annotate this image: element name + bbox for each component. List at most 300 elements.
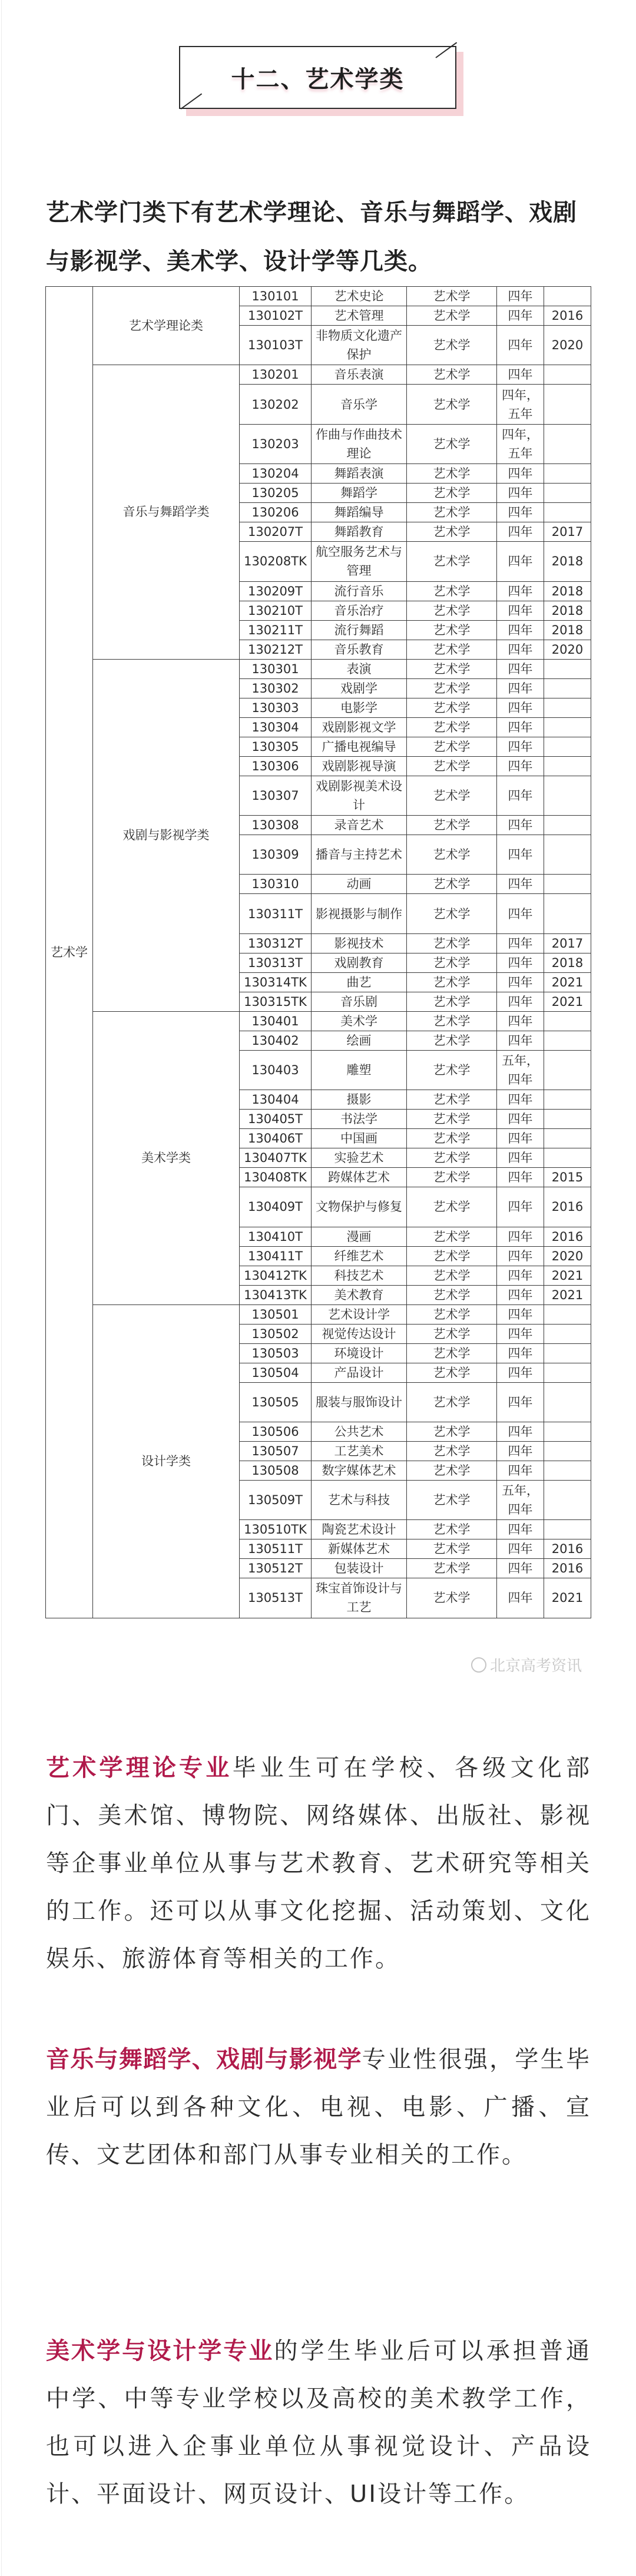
year-added-cell (544, 1363, 591, 1382)
duration-cell: 四年 (497, 1520, 544, 1539)
year-added-cell: 2020 (544, 640, 591, 659)
major-code-cell: 130301 (240, 659, 312, 678)
major-name-cell: 影视技术 (312, 933, 407, 953)
major-name-cell: 实验艺术 (312, 1148, 407, 1168)
year-added-cell (544, 894, 591, 933)
major-code-cell: 130408TK (240, 1168, 312, 1187)
major-name-cell: 绘画 (312, 1031, 407, 1050)
major-name-cell: 产品设计 (312, 1363, 407, 1382)
duration-cell: 四年 (497, 1363, 544, 1382)
major-code-cell: 130102T (240, 306, 312, 326)
major-code-cell: 130509T (240, 1480, 312, 1519)
major-code-cell: 130404 (240, 1090, 312, 1110)
major-name-cell: 流行音乐 (312, 581, 407, 601)
year-added-cell (544, 1520, 591, 1539)
year-added-cell (544, 484, 591, 503)
major-name-cell: 戏剧影视美术设计 (312, 776, 407, 815)
wechat-icon (471, 1657, 486, 1673)
major-name-cell: 新媒体艺术 (312, 1539, 407, 1559)
year-added-cell (544, 698, 591, 717)
degree-cell: 艺术学 (407, 1266, 497, 1285)
year-added-cell (544, 737, 591, 756)
duration-cell: 四年 (497, 1011, 544, 1031)
duration-cell: 四年 (497, 326, 544, 365)
major-code-cell: 130201 (240, 365, 312, 385)
year-added-cell: 2021 (544, 972, 591, 992)
degree-cell: 艺术学 (407, 1363, 497, 1382)
table-row (46, 659, 591, 678)
table-row (46, 287, 591, 306)
major-code-cell: 130413TK (240, 1285, 312, 1304)
duration-cell: 四年 (497, 1559, 544, 1578)
major-name-cell: 环境设计 (312, 1343, 407, 1363)
major-code-cell: 130212T (240, 640, 312, 659)
degree-cell: 艺术学 (407, 464, 497, 484)
major-name-cell: 播音与主持艺术 (312, 835, 407, 874)
year-added-cell (544, 1480, 591, 1519)
major-name-cell: 音乐治疗 (312, 601, 407, 620)
category-cell: 美术学类 (93, 1011, 240, 1304)
majors-table (45, 286, 591, 1618)
year-added-cell: 2021 (544, 1285, 591, 1304)
year-added-cell (544, 1031, 591, 1050)
year-added-cell: 2017 (544, 933, 591, 953)
paragraph-art-theory (46, 1744, 591, 1983)
year-added-cell: 2016 (544, 1559, 591, 1578)
major-code-cell: 130501 (240, 1304, 312, 1324)
duration-cell: 四年 (497, 1382, 544, 1422)
major-name-cell: 摄影 (312, 1090, 407, 1110)
degree-cell: 艺术学 (407, 815, 497, 835)
degree-cell: 艺术学 (407, 1422, 497, 1441)
degree-cell: 艺术学 (407, 717, 497, 737)
year-added-cell: 2018 (544, 601, 591, 620)
duration-cell: 四年 (497, 620, 544, 640)
degree-cell: 艺术学 (407, 1246, 497, 1266)
degree-cell: 艺术学 (407, 698, 497, 717)
major-code-cell: 130302 (240, 678, 312, 698)
duration-cell: 四年 (497, 953, 544, 972)
duration-cell: 四年 (497, 972, 544, 992)
year-added-cell (544, 1011, 591, 1031)
major-name-cell: 视觉传达设计 (312, 1324, 407, 1343)
category-cell: 音乐与舞蹈学类 (93, 365, 240, 659)
major-code-cell: 130407TK (240, 1148, 312, 1168)
degree-cell: 艺术学 (407, 620, 497, 640)
degree-cell: 艺术学 (407, 1539, 497, 1559)
duration-cell: 四年 (497, 756, 544, 776)
duration-cell: 四年 (497, 581, 544, 601)
degree-cell: 艺术学 (407, 1129, 497, 1148)
duration-cell: 四年 (497, 1110, 544, 1129)
duration-cell: 四年，五年 (497, 424, 544, 463)
major-code-cell: 130103T (240, 326, 312, 365)
table-row (46, 365, 591, 385)
degree-cell: 艺术学 (407, 659, 497, 678)
major-name-cell: 公共艺术 (312, 1422, 407, 1441)
duration-cell: 四年 (497, 1324, 544, 1343)
major-name-cell: 漫画 (312, 1227, 407, 1246)
year-added-cell: 2016 (544, 1227, 591, 1246)
section-title: 十二、艺术学类 (231, 66, 405, 93)
major-name-cell: 舞蹈表演 (312, 464, 407, 484)
degree-cell: 艺术学 (407, 1227, 497, 1246)
major-code-cell: 130206 (240, 503, 312, 522)
major-code-cell: 130205 (240, 484, 312, 503)
major-code-cell: 130202 (240, 385, 312, 424)
major-name-cell: 陶瓷艺术设计 (312, 1520, 407, 1539)
degree-cell: 艺术学 (407, 1480, 497, 1519)
year-added-cell (544, 659, 591, 678)
degree-cell: 艺术学 (407, 1148, 497, 1168)
major-name-cell: 艺术设计学 (312, 1304, 407, 1324)
degree-cell: 艺术学 (407, 1382, 497, 1422)
major-name-cell: 曲艺 (312, 972, 407, 992)
paragraph-highlight: 艺术学理论专业 (46, 1754, 233, 1782)
major-name-cell: 数字媒体艺术 (312, 1461, 407, 1480)
duration-cell: 四年 (497, 717, 544, 737)
year-added-cell: 2016 (544, 1539, 591, 1559)
degree-cell: 艺术学 (407, 503, 497, 522)
duration-cell: 四年 (497, 464, 544, 484)
major-code-cell: 130403 (240, 1050, 312, 1090)
degree-cell: 艺术学 (407, 1110, 497, 1129)
major-name-cell: 广播电视编导 (312, 737, 407, 756)
duration-cell: 四年 (497, 875, 544, 894)
duration-cell: 四年 (497, 678, 544, 698)
year-added-cell: 2018 (544, 581, 591, 601)
major-code-cell: 130304 (240, 717, 312, 737)
major-name-cell: 非物质文化遗产保护 (312, 326, 407, 365)
duration-cell: 四年 (497, 776, 544, 815)
year-added-cell (544, 1050, 591, 1090)
duration-cell: 四年 (497, 835, 544, 874)
duration-cell: 四年 (497, 1441, 544, 1461)
degree-cell: 艺术学 (407, 1441, 497, 1461)
major-code-cell: 130410T (240, 1227, 312, 1246)
major-name-cell: 美术学 (312, 1011, 407, 1031)
degree-cell: 艺术学 (407, 1090, 497, 1110)
duration-cell: 四年 (497, 1343, 544, 1363)
major-code-cell: 130510TK (240, 1520, 312, 1539)
major-code-cell: 130305 (240, 737, 312, 756)
duration-cell: 四年 (497, 601, 544, 620)
major-name-cell: 艺术与科技 (312, 1480, 407, 1519)
duration-cell: 四年 (497, 542, 544, 581)
degree-cell: 艺术学 (407, 776, 497, 815)
major-name-cell: 书法学 (312, 1110, 407, 1129)
year-added-cell (544, 1382, 591, 1422)
duration-cell: 四年 (497, 1539, 544, 1559)
duration-cell: 四年 (497, 1148, 544, 1168)
major-name-cell: 音乐学 (312, 385, 407, 424)
duration-cell: 四年 (497, 1129, 544, 1148)
duration-cell: 四年 (497, 737, 544, 756)
major-name-cell: 艺术史论 (312, 287, 407, 306)
major-name-cell: 音乐教育 (312, 640, 407, 659)
degree-cell: 艺术学 (407, 894, 497, 933)
degree-cell: 艺术学 (407, 972, 497, 992)
duration-cell: 四年 (497, 992, 544, 1011)
major-name-cell: 录音艺术 (312, 815, 407, 835)
major-name-cell: 雕塑 (312, 1050, 407, 1090)
degree-cell: 艺术学 (407, 1520, 497, 1539)
year-added-cell (544, 287, 591, 306)
major-name-cell: 航空服务艺术与管理 (312, 542, 407, 581)
watermark (471, 1654, 582, 1676)
major-name-cell: 表演 (312, 659, 407, 678)
year-added-cell (544, 365, 591, 385)
degree-cell: 艺术学 (407, 1168, 497, 1187)
major-name-cell: 音乐表演 (312, 365, 407, 385)
table-row (46, 1011, 591, 1031)
major-code-cell: 130309 (240, 835, 312, 874)
majors-table-wrapper (45, 286, 591, 1618)
duration-cell: 四年 (497, 484, 544, 503)
degree-cell: 艺术学 (407, 1578, 497, 1618)
major-name-cell: 舞蹈学 (312, 484, 407, 503)
duration-cell: 四年 (497, 306, 544, 326)
year-added-cell (544, 717, 591, 737)
major-code-cell: 130204 (240, 464, 312, 484)
major-code-cell: 130402 (240, 1031, 312, 1050)
duration-cell: 四年 (497, 1461, 544, 1480)
paragraph-highlight: 音乐与舞蹈学、戏剧与影视学 (46, 2046, 362, 2073)
degree-cell: 艺术学 (407, 522, 497, 542)
degree-cell: 艺术学 (407, 306, 497, 326)
year-added-cell (544, 464, 591, 484)
year-added-cell (544, 385, 591, 424)
major-name-cell: 动画 (312, 875, 407, 894)
duration-cell: 四年，五年 (497, 385, 544, 424)
major-name-cell: 舞蹈编导 (312, 503, 407, 522)
duration-cell: 四年 (497, 1422, 544, 1441)
paragraph-music-drama (46, 2036, 591, 2179)
majors-table-body (46, 287, 591, 1618)
major-name-cell: 跨媒体艺术 (312, 1168, 407, 1187)
major-code-cell: 130207T (240, 522, 312, 542)
year-added-cell (544, 815, 591, 835)
discipline-cell: 艺术学 (46, 287, 93, 1618)
year-added-cell (544, 424, 591, 463)
paragraph-body: 毕业生可在学校、各级文化部门、美术馆、博物院、网络媒体、出版社、影视等企事业单位从事与艺术教育、艺术研究等相关的工作。还可以从事文化挖掘、活动策划、文化娱乐、旅游体育等相关的工作。 (46, 1754, 592, 1972)
intro-text: 艺术学门类下有艺术学理论、音乐与舞蹈学、戏剧与影视学、美术学、设计学等几类。 (46, 199, 577, 275)
category-cell: 设计学类 (93, 1304, 240, 1618)
degree-cell: 艺术学 (407, 992, 497, 1011)
duration-cell: 四年 (497, 1187, 544, 1227)
major-name-cell: 文物保护与修复 (312, 1187, 407, 1227)
major-name-cell: 珠宝首饰设计与工艺 (312, 1578, 407, 1618)
degree-cell: 艺术学 (407, 1285, 497, 1304)
major-code-cell: 130312T (240, 933, 312, 953)
major-code-cell: 130306 (240, 756, 312, 776)
year-added-cell: 2015 (544, 1168, 591, 1187)
major-code-cell: 130310 (240, 875, 312, 894)
major-name-cell: 影视摄影与制作 (312, 894, 407, 933)
major-name-cell: 舞蹈教育 (312, 522, 407, 542)
major-code-cell: 130315TK (240, 992, 312, 1011)
degree-cell: 艺术学 (407, 1324, 497, 1343)
duration-cell: 五年，四年 (497, 1480, 544, 1519)
degree-cell: 艺术学 (407, 1011, 497, 1031)
degree-cell: 艺术学 (407, 875, 497, 894)
duration-cell: 五年，四年 (497, 1050, 544, 1090)
degree-cell: 艺术学 (407, 385, 497, 424)
year-added-cell: 2020 (544, 1246, 591, 1266)
duration-cell: 四年 (497, 1246, 544, 1266)
major-code-cell: 130512T (240, 1559, 312, 1578)
watermark-text: 北京高考资讯 (490, 1657, 582, 1675)
major-code-cell: 130511T (240, 1539, 312, 1559)
major-name-cell: 戏剧影视导演 (312, 756, 407, 776)
major-code-cell: 130504 (240, 1363, 312, 1382)
major-code-cell: 130308 (240, 815, 312, 835)
degree-cell: 艺术学 (407, 365, 497, 385)
major-name-cell: 戏剧影视文学 (312, 717, 407, 737)
duration-cell: 四年 (497, 640, 544, 659)
duration-cell: 四年 (497, 698, 544, 717)
major-name-cell: 戏剧教育 (312, 953, 407, 972)
major-name-cell: 戏剧学 (312, 678, 407, 698)
major-name-cell: 纤维艺术 (312, 1246, 407, 1266)
major-name-cell: 电影学 (312, 698, 407, 717)
year-added-cell (544, 835, 591, 874)
duration-cell: 四年 (497, 933, 544, 953)
year-added-cell (544, 678, 591, 698)
major-code-cell: 130209T (240, 581, 312, 601)
major-code-cell: 130507 (240, 1441, 312, 1461)
year-added-cell (544, 1090, 591, 1110)
major-name-cell: 美术教育 (312, 1285, 407, 1304)
major-code-cell: 130513T (240, 1578, 312, 1618)
duration-cell: 四年 (497, 1031, 544, 1050)
degree-cell: 艺术学 (407, 953, 497, 972)
degree-cell: 艺术学 (407, 835, 497, 874)
year-added-cell: 2017 (544, 522, 591, 542)
paragraph-body: 的学生毕业后可以承担普通中学、中等专业学校以及高校的美术教学工作，也可以进入企事业单位从事视觉设计、产品设计、平面设计、网页设计、UI设计等工作。 (46, 2337, 592, 2508)
major-code-cell: 130313T (240, 953, 312, 972)
year-added-cell: 2018 (544, 953, 591, 972)
paragraph-highlight: 美术学与设计学专业 (46, 2337, 274, 2365)
category-cell: 戏剧与影视学类 (93, 659, 240, 1011)
major-code-cell: 130314TK (240, 972, 312, 992)
major-code-cell: 130211T (240, 620, 312, 640)
major-name-cell: 中国画 (312, 1129, 407, 1148)
year-added-cell (544, 1324, 591, 1343)
degree-cell: 艺术学 (407, 287, 497, 306)
major-code-cell: 130506 (240, 1422, 312, 1441)
duration-cell: 四年 (497, 1266, 544, 1285)
major-name-cell: 音乐剧 (312, 992, 407, 1011)
degree-cell: 艺术学 (407, 542, 497, 581)
major-code-cell: 130307 (240, 776, 312, 815)
duration-cell: 四年 (497, 1578, 544, 1618)
degree-cell: 艺术学 (407, 1559, 497, 1578)
duration-cell: 四年 (497, 287, 544, 306)
degree-cell: 艺术学 (407, 601, 497, 620)
degree-cell: 艺术学 (407, 484, 497, 503)
major-name-cell: 流行舞蹈 (312, 620, 407, 640)
major-code-cell: 130409T (240, 1187, 312, 1227)
major-code-cell: 130101 (240, 287, 312, 306)
major-code-cell: 130508 (240, 1461, 312, 1480)
major-code-cell: 130210T (240, 601, 312, 620)
major-code-cell: 130411T (240, 1246, 312, 1266)
year-added-cell (544, 1343, 591, 1363)
degree-cell: 艺术学 (407, 640, 497, 659)
section-title-box (179, 46, 456, 109)
degree-cell: 艺术学 (407, 1187, 497, 1227)
major-name-cell: 工艺美术 (312, 1441, 407, 1461)
year-added-cell: 2021 (544, 1266, 591, 1285)
major-code-cell: 130203 (240, 424, 312, 463)
year-added-cell (544, 1110, 591, 1129)
year-added-cell (544, 776, 591, 815)
degree-cell: 艺术学 (407, 933, 497, 953)
duration-cell: 四年 (497, 1168, 544, 1187)
major-code-cell: 130208TK (240, 542, 312, 581)
duration-cell: 四年 (497, 1285, 544, 1304)
major-code-cell: 130412TK (240, 1266, 312, 1285)
duration-cell: 四年 (497, 659, 544, 678)
major-name-cell: 艺术管理 (312, 306, 407, 326)
major-code-cell: 130502 (240, 1324, 312, 1343)
year-added-cell: 2021 (544, 992, 591, 1011)
major-code-cell: 130405T (240, 1110, 312, 1129)
major-code-cell: 130303 (240, 698, 312, 717)
year-added-cell (544, 1422, 591, 1441)
duration-cell: 四年 (497, 522, 544, 542)
degree-cell: 艺术学 (407, 737, 497, 756)
degree-cell: 艺术学 (407, 678, 497, 698)
major-code-cell: 130505 (240, 1382, 312, 1422)
year-added-cell (544, 503, 591, 522)
year-added-cell (544, 756, 591, 776)
duration-cell: 四年 (497, 1227, 544, 1246)
degree-cell: 艺术学 (407, 581, 497, 601)
year-added-cell: 2018 (544, 542, 591, 581)
duration-cell: 四年 (497, 503, 544, 522)
paragraph-fine-art-design (46, 2327, 591, 2518)
year-added-cell (544, 1441, 591, 1461)
duration-cell: 四年 (497, 894, 544, 933)
year-added-cell: 2016 (544, 306, 591, 326)
degree-cell: 艺术学 (407, 1461, 497, 1480)
degree-cell: 艺术学 (407, 1343, 497, 1363)
major-name-cell: 科技艺术 (312, 1266, 407, 1285)
major-code-cell: 130406T (240, 1129, 312, 1148)
category-cell: 艺术学理论类 (93, 287, 240, 365)
major-name-cell: 服装与服饰设计 (312, 1382, 407, 1422)
table-row (46, 1304, 591, 1324)
degree-cell: 艺术学 (407, 326, 497, 365)
major-code-cell: 130503 (240, 1343, 312, 1363)
year-added-cell: 2018 (544, 620, 591, 640)
year-added-cell: 2020 (544, 326, 591, 365)
year-added-cell (544, 1129, 591, 1148)
paragraph-body: 专业性很强，学生毕业后可以到各种文化、电视、电影、广播、宣传、文艺团体和部门从事专业相关的工作。 (46, 2046, 592, 2168)
duration-cell: 四年 (497, 365, 544, 385)
year-added-cell: 2016 (544, 1187, 591, 1227)
year-added-cell (544, 875, 591, 894)
duration-cell: 四年 (497, 815, 544, 835)
major-name-cell: 作曲与作曲技术理论 (312, 424, 407, 463)
degree-cell: 艺术学 (407, 1304, 497, 1324)
page-edge-line (1, 0, 2, 2576)
degree-cell: 艺术学 (407, 756, 497, 776)
degree-cell: 艺术学 (407, 1031, 497, 1050)
degree-cell: 艺术学 (407, 424, 497, 463)
